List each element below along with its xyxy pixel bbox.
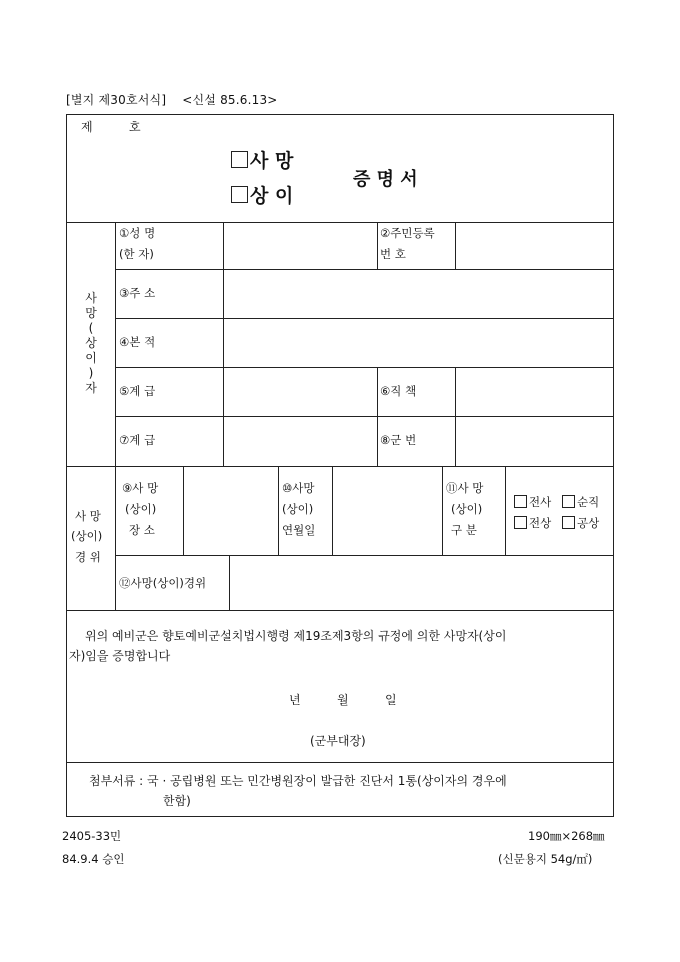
form-code: 2405-33민 [62, 829, 122, 843]
checkbox[interactable] [514, 516, 527, 529]
rank-label: ⑤계 급 [119, 384, 156, 398]
rank-label-2: ⑦계 급 [119, 433, 156, 447]
checkbox[interactable] [562, 516, 575, 529]
date-label-3: 연월일 [282, 523, 316, 537]
checkbox[interactable] [562, 495, 575, 508]
circumstance-side-label-2: (상이) [71, 529, 103, 543]
rrn-field[interactable] [457, 224, 611, 267]
rrn-label-2: 번 호 [380, 247, 406, 261]
number-label-1: 제 [81, 120, 93, 134]
option-injury[interactable]: 상 이 [231, 186, 293, 206]
injury-checkbox[interactable] [231, 186, 248, 203]
address-field[interactable] [225, 271, 611, 316]
rank-field-2[interactable] [225, 418, 375, 464]
service-number-label: ⑧군 번 [380, 433, 417, 447]
approval-date: 84.9.4 승인 [62, 852, 125, 866]
circumstance-side-label-1: 사 망 [75, 509, 101, 523]
type-label-3: 구 분 [451, 523, 477, 537]
option-war-wound[interactable]: 전상 [514, 516, 551, 530]
certificate-form [66, 114, 614, 817]
position-field[interactable] [457, 369, 611, 414]
option-death[interactable]: 사 망 [231, 151, 293, 171]
date-field[interactable] [334, 468, 440, 553]
rank-field[interactable] [225, 369, 375, 414]
type-label-2: (상이) [451, 502, 483, 516]
date-year: 년 [289, 693, 301, 707]
circumstance-side-label-3: 경 위 [75, 550, 101, 564]
option-duty-wound[interactable]: 공상 [562, 516, 599, 530]
date-month: 월 [337, 693, 349, 707]
service-number-field[interactable] [457, 418, 611, 464]
checkbox[interactable] [514, 495, 527, 508]
person-side-label: 사 망 ( 상 이 ) 자 [85, 291, 97, 395]
attachments-line-1: 첨부서류 : 국 · 공립병원 또는 민간병원장이 발급한 진단서 1통(상이자의 경우에 [89, 774, 507, 788]
place-field[interactable] [185, 468, 276, 553]
statement-line-2: 자)임을 증명합니다 [69, 649, 171, 663]
death-checkbox[interactable] [231, 151, 248, 168]
certificate-title: 증 명 서 [353, 169, 418, 190]
date-label-2: (상이) [282, 502, 314, 516]
form-header [66, 91, 290, 108]
date-label: ⑩사망 [282, 481, 315, 495]
statement-line-1: 위의 예비군은 향토예비군설치법시행령 제19조제3항의 규정에 의한 사망자(상이 [85, 629, 507, 643]
name-hanja-label: (한 자) [119, 247, 154, 261]
paper-size: 190㎜×268㎜ [528, 829, 605, 843]
name-field[interactable] [225, 224, 375, 267]
rrn-label: ②주민등록 [380, 226, 435, 240]
place-label-3: 장 소 [129, 523, 155, 537]
place-label-2: (상이) [125, 502, 157, 516]
option-killed-in-action[interactable]: 전사 [514, 495, 551, 509]
issuer-label: (군부대장) [310, 734, 366, 748]
position-label: ⑥직 책 [380, 384, 417, 398]
paper-type: (신문용지 54g/㎡) [498, 852, 593, 866]
circumstance-field[interactable] [231, 557, 611, 608]
date-day: 일 [385, 693, 397, 707]
name-label: ①성 명 [119, 226, 156, 240]
domicile-field[interactable] [225, 320, 611, 365]
revision-note: <신설 85.6.13> [182, 93, 278, 107]
domicile-label: ④본 적 [119, 335, 156, 349]
number-label-2: 호 [129, 120, 141, 134]
attachments-line-2: 한함) [163, 794, 191, 808]
place-label: ⑨사 망 [122, 481, 159, 495]
circumstance-label: ⑫사망(상이)경위 [119, 576, 207, 590]
address-label: ③주 소 [119, 286, 156, 300]
type-label: ⑪사 망 [446, 481, 484, 495]
option-death-on-duty[interactable]: 순직 [562, 495, 599, 509]
form-number: [별지 제30호서식] [66, 93, 167, 107]
